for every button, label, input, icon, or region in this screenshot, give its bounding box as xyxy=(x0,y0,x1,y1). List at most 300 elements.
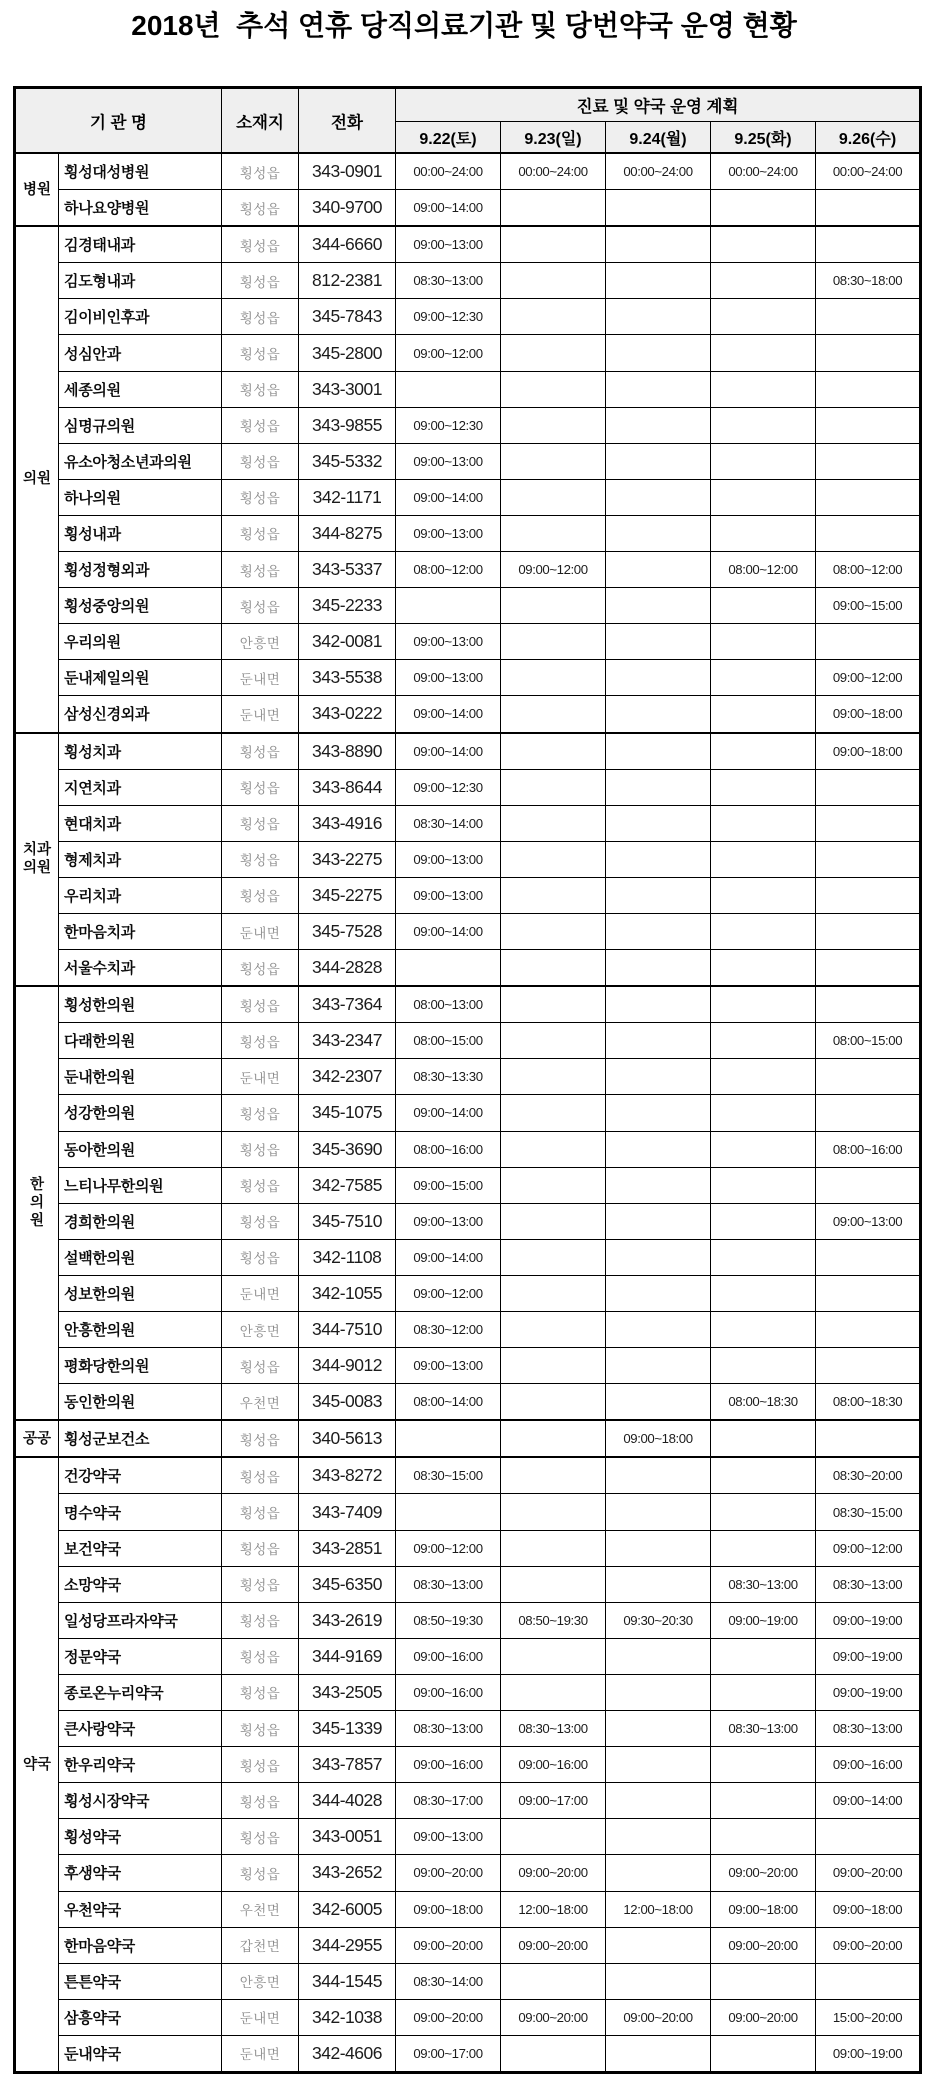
location-cell: 횡성읍 xyxy=(222,443,299,479)
table-row xyxy=(15,696,921,733)
phone-cell: 342-1055 xyxy=(299,1275,396,1311)
schedule-cell-day2: 09:00~20:00 xyxy=(501,1855,606,1891)
location-cell: 횡성읍 xyxy=(222,1095,299,1131)
schedule-cell-day2 xyxy=(501,1819,606,1855)
header-row-top xyxy=(15,88,921,122)
institution-name-cell: 지연치과 xyxy=(59,769,222,805)
institution-name-cell: 형제치과 xyxy=(59,841,222,877)
location-cell: 횡성읍 xyxy=(222,1819,299,1855)
phone-cell: 344-9012 xyxy=(299,1348,396,1384)
institution-name-cell: 후생약국 xyxy=(59,1855,222,1891)
schedule-cell-day2 xyxy=(501,371,606,407)
schedule-cell-day2 xyxy=(501,1167,606,1203)
schedule-cell-day5: 08:00~18:30 xyxy=(816,1384,921,1421)
table-row xyxy=(15,950,921,987)
schedule-cell-day3 xyxy=(606,913,711,949)
location-cell: 갑천면 xyxy=(222,1927,299,1963)
schedule-cell-day2 xyxy=(501,190,606,227)
table-row xyxy=(15,515,921,551)
institution-name-cell: 횡성중앙의원 xyxy=(59,588,222,624)
schedule-cell-day4 xyxy=(711,913,816,949)
location-cell: 둔내면 xyxy=(222,1999,299,2035)
location-cell: 횡성읍 xyxy=(222,1023,299,1059)
table-row xyxy=(15,1131,921,1167)
schedule-cell-day4 xyxy=(711,1457,816,1494)
schedule-cell-day5 xyxy=(816,769,921,805)
schedule-cell-day1: 09:00~13:00 xyxy=(396,1819,501,1855)
location-cell: 횡성읍 xyxy=(222,1239,299,1275)
table-row xyxy=(15,443,921,479)
schedule-cell-day4 xyxy=(711,2035,816,2072)
schedule-cell-day4 xyxy=(711,407,816,443)
schedule-cell-day1: 09:00~20:00 xyxy=(396,1927,501,1963)
location-cell: 횡성읍 xyxy=(222,1855,299,1891)
phone-cell: 343-8890 xyxy=(299,733,396,770)
schedule-cell-day1: 09:00~13:00 xyxy=(396,226,501,263)
schedule-cell-day4 xyxy=(711,1674,816,1710)
schedule-cell-day2 xyxy=(501,950,606,987)
schedule-cell-day2 xyxy=(501,986,606,1023)
schedule-cell-day2 xyxy=(501,1963,606,1999)
page-title: 2018년 추석 연휴 당직의료기관 및 당번약국 운영 현황 xyxy=(131,10,797,41)
schedule-cell-day5 xyxy=(816,190,921,227)
schedule-cell-day5: 09:00~14:00 xyxy=(816,1783,921,1819)
table-row xyxy=(15,1674,921,1710)
section-label-병원: 병원 xyxy=(15,153,59,226)
location-cell: 횡성읍 xyxy=(222,1566,299,1602)
schedule-cell-day5 xyxy=(816,1420,921,1457)
location-cell: 횡성읍 xyxy=(222,877,299,913)
schedule-cell-day4 xyxy=(711,263,816,299)
table-row xyxy=(15,335,921,371)
institution-name-cell: 삼흥약국 xyxy=(59,1999,222,2035)
schedule-cell-day4 xyxy=(711,986,816,1023)
schedule-cell-day1: 09:00~16:00 xyxy=(396,1638,501,1674)
schedule-cell-day5 xyxy=(816,1819,921,1855)
table-row xyxy=(15,1494,921,1530)
schedule-cell-day2: 08:50~19:30 xyxy=(501,1602,606,1638)
location-cell: 둔내면 xyxy=(222,913,299,949)
schedule-cell-day2 xyxy=(501,1203,606,1239)
schedule-cell-day4 xyxy=(711,335,816,371)
schedule-cell-day4: 08:00~18:30 xyxy=(711,1384,816,1421)
institution-name-cell: 삼성신경외과 xyxy=(59,696,222,733)
phone-cell: 344-6660 xyxy=(299,226,396,263)
table-row xyxy=(15,226,921,263)
schedule-cell-day5: 09:00~13:00 xyxy=(816,1203,921,1239)
schedule-cell-day5 xyxy=(816,299,921,335)
phone-cell: 342-4606 xyxy=(299,2035,396,2072)
schedule-cell-day4 xyxy=(711,515,816,551)
schedule-cell-day1: 09:00~14:00 xyxy=(396,913,501,949)
table-row xyxy=(15,1239,921,1275)
schedule-cell-day5: 15:00~20:00 xyxy=(816,1999,921,2035)
institution-name-cell: 느티나무한의원 xyxy=(59,1167,222,1203)
schedule-cell-day2 xyxy=(501,660,606,696)
institution-name-cell: 정문약국 xyxy=(59,1638,222,1674)
schedule-cell-day2 xyxy=(501,1530,606,1566)
section-label-치과의원: 치과 의원 xyxy=(15,733,59,987)
location-cell: 횡성읍 xyxy=(222,263,299,299)
duty-table-body xyxy=(15,153,921,2072)
phone-cell: 343-4916 xyxy=(299,805,396,841)
schedule-cell-day5 xyxy=(816,805,921,841)
institution-name-cell: 둔내한의원 xyxy=(59,1059,222,1095)
schedule-cell-day4 xyxy=(711,1059,816,1095)
schedule-cell-day5: 09:00~18:00 xyxy=(816,696,921,733)
table-row xyxy=(15,1747,921,1783)
col-header-date-tue: 9.25(화) xyxy=(711,122,816,154)
schedule-cell-day2 xyxy=(501,1312,606,1348)
schedule-cell-day4: 00:00~24:00 xyxy=(711,153,816,190)
table-row xyxy=(15,841,921,877)
schedule-cell-day1: 08:30~13:30 xyxy=(396,1059,501,1095)
col-header-date-sat: 9.22(토) xyxy=(396,122,501,154)
table-row xyxy=(15,769,921,805)
institution-name-cell: 보건약국 xyxy=(59,1530,222,1566)
table-row xyxy=(15,1023,921,1059)
institution-name-cell: 세종의원 xyxy=(59,371,222,407)
schedule-cell-day2 xyxy=(501,1638,606,1674)
schedule-cell-day1: 08:30~13:00 xyxy=(396,1711,501,1747)
schedule-cell-day4 xyxy=(711,371,816,407)
schedule-cell-day2 xyxy=(501,1420,606,1457)
schedule-cell-day5 xyxy=(816,226,921,263)
institution-name-cell: 동인한의원 xyxy=(59,1384,222,1421)
schedule-cell-day4: 09:00~19:00 xyxy=(711,1602,816,1638)
phone-cell: 343-0222 xyxy=(299,696,396,733)
schedule-cell-day2 xyxy=(501,1674,606,1710)
schedule-cell-day3 xyxy=(606,1348,711,1384)
schedule-cell-day5 xyxy=(816,479,921,515)
phone-cell: 340-5613 xyxy=(299,1420,396,1457)
table-row xyxy=(15,552,921,588)
schedule-cell-day1: 09:00~12:00 xyxy=(396,335,501,371)
schedule-cell-day5 xyxy=(816,877,921,913)
schedule-cell-day3 xyxy=(606,986,711,1023)
schedule-cell-day3 xyxy=(606,588,711,624)
table-row xyxy=(15,1457,921,1494)
institution-name-cell: 횡성약국 xyxy=(59,1819,222,1855)
schedule-cell-day4 xyxy=(711,624,816,660)
phone-cell: 345-0083 xyxy=(299,1384,396,1421)
section-label-의원: 의원 xyxy=(15,226,59,732)
phone-cell: 343-7364 xyxy=(299,986,396,1023)
location-cell: 횡성읍 xyxy=(222,552,299,588)
schedule-cell-day5: 09:00~19:00 xyxy=(816,2035,921,2072)
schedule-cell-day1: 08:00~14:00 xyxy=(396,1384,501,1421)
phone-cell: 343-2275 xyxy=(299,841,396,877)
schedule-cell-day3 xyxy=(606,443,711,479)
phone-cell: 343-2347 xyxy=(299,1023,396,1059)
schedule-cell-day5 xyxy=(816,1095,921,1131)
phone-cell: 343-7857 xyxy=(299,1747,396,1783)
schedule-cell-day3 xyxy=(606,877,711,913)
schedule-cell-day5 xyxy=(816,1167,921,1203)
schedule-cell-day5: 08:00~16:00 xyxy=(816,1131,921,1167)
institution-name-cell: 둔내약국 xyxy=(59,2035,222,2072)
table-row xyxy=(15,479,921,515)
phone-cell: 344-2828 xyxy=(299,950,396,987)
schedule-cell-day3 xyxy=(606,696,711,733)
schedule-cell-day1: 09:00~13:00 xyxy=(396,443,501,479)
schedule-cell-day4 xyxy=(711,1783,816,1819)
schedule-cell-day3 xyxy=(606,769,711,805)
schedule-cell-day1: 09:00~13:00 xyxy=(396,515,501,551)
phone-cell: 345-1339 xyxy=(299,1711,396,1747)
schedule-cell-day4 xyxy=(711,1530,816,1566)
schedule-cell-day5 xyxy=(816,1312,921,1348)
phone-cell: 345-1075 xyxy=(299,1095,396,1131)
schedule-cell-day4 xyxy=(711,805,816,841)
col-header-institution: 기 관 명 xyxy=(15,88,222,154)
schedule-cell-day2 xyxy=(501,2035,606,2072)
schedule-cell-day4 xyxy=(711,769,816,805)
schedule-cell-day2 xyxy=(501,1059,606,1095)
phone-cell: 345-5332 xyxy=(299,443,396,479)
schedule-cell-day2 xyxy=(501,624,606,660)
schedule-cell-day3 xyxy=(606,226,711,263)
institution-name-cell: 우리의원 xyxy=(59,624,222,660)
location-cell: 둔내면 xyxy=(222,1275,299,1311)
schedule-cell-day3 xyxy=(606,1711,711,1747)
table-row xyxy=(15,371,921,407)
schedule-cell-day5: 09:00~18:00 xyxy=(816,733,921,770)
location-cell: 횡성읍 xyxy=(222,479,299,515)
schedule-cell-day3 xyxy=(606,1131,711,1167)
schedule-cell-day3 xyxy=(606,552,711,588)
schedule-cell-day4 xyxy=(711,660,816,696)
schedule-cell-day1: 09:00~16:00 xyxy=(396,1674,501,1710)
table-row xyxy=(15,1203,921,1239)
phone-cell: 342-7585 xyxy=(299,1167,396,1203)
phone-cell: 342-6005 xyxy=(299,1891,396,1927)
section-label-약국: 약국 xyxy=(15,1457,59,2072)
table-row xyxy=(15,299,921,335)
schedule-cell-day2 xyxy=(501,805,606,841)
schedule-cell-day4: 08:00~12:00 xyxy=(711,552,816,588)
institution-name-cell: 횡성군보건소 xyxy=(59,1420,222,1457)
location-cell: 횡성읍 xyxy=(222,1167,299,1203)
schedule-cell-day1: 09:00~14:00 xyxy=(396,190,501,227)
table-row xyxy=(15,1999,921,2035)
table-row xyxy=(15,1819,921,1855)
schedule-cell-day1: 08:00~15:00 xyxy=(396,1023,501,1059)
schedule-cell-day4 xyxy=(711,1095,816,1131)
schedule-cell-day3 xyxy=(606,1059,711,1095)
schedule-cell-day3 xyxy=(606,1530,711,1566)
schedule-cell-day1 xyxy=(396,950,501,987)
table-row xyxy=(15,660,921,696)
location-cell: 횡성읍 xyxy=(222,153,299,190)
institution-name-cell: 큰사랑약국 xyxy=(59,1711,222,1747)
schedule-cell-day4: 08:30~13:00 xyxy=(711,1711,816,1747)
institution-name-cell: 동아한의원 xyxy=(59,1131,222,1167)
institution-name-cell: 성강한의원 xyxy=(59,1095,222,1131)
location-cell: 횡성읍 xyxy=(222,1131,299,1167)
phone-cell: 342-1038 xyxy=(299,1999,396,2035)
table-row xyxy=(15,1167,921,1203)
table-row xyxy=(15,1420,921,1457)
institution-name-cell: 경희한의원 xyxy=(59,1203,222,1239)
schedule-cell-day4 xyxy=(711,1963,816,1999)
phone-cell: 345-6350 xyxy=(299,1566,396,1602)
schedule-cell-day1: 09:00~12:00 xyxy=(396,1275,501,1311)
table-row xyxy=(15,1312,921,1348)
institution-name-cell: 다래한의원 xyxy=(59,1023,222,1059)
schedule-cell-day1: 08:30~13:00 xyxy=(396,263,501,299)
table-row xyxy=(15,588,921,624)
schedule-cell-day5 xyxy=(816,1963,921,1999)
schedule-cell-day3 xyxy=(606,1203,711,1239)
schedule-cell-day2 xyxy=(501,1131,606,1167)
schedule-cell-day4 xyxy=(711,479,816,515)
institution-name-cell: 하나의원 xyxy=(59,479,222,515)
location-cell: 횡성읍 xyxy=(222,226,299,263)
col-header-date-mon: 9.24(월) xyxy=(606,122,711,154)
location-cell: 횡성읍 xyxy=(222,1420,299,1457)
schedule-cell-day3 xyxy=(606,1819,711,1855)
institution-name-cell: 횡성대성병원 xyxy=(59,153,222,190)
schedule-cell-day5 xyxy=(816,371,921,407)
schedule-cell-day3 xyxy=(606,1855,711,1891)
location-cell: 둔내면 xyxy=(222,660,299,696)
phone-cell: 345-3690 xyxy=(299,1131,396,1167)
phone-cell: 342-2307 xyxy=(299,1059,396,1095)
institution-name-cell: 횡성치과 xyxy=(59,733,222,770)
location-cell: 우천면 xyxy=(222,1891,299,1927)
institution-name-cell: 횡성내과 xyxy=(59,515,222,551)
table-row xyxy=(15,1963,921,1999)
location-cell: 횡성읍 xyxy=(222,769,299,805)
schedule-cell-day4 xyxy=(711,1348,816,1384)
schedule-cell-day4 xyxy=(711,1167,816,1203)
schedule-cell-day5: 00:00~24:00 xyxy=(816,153,921,190)
schedule-cell-day5: 09:00~15:00 xyxy=(816,588,921,624)
schedule-cell-day2 xyxy=(501,1457,606,1494)
phone-cell: 345-2233 xyxy=(299,588,396,624)
schedule-cell-day2 xyxy=(501,263,606,299)
schedule-cell-day3 xyxy=(606,660,711,696)
schedule-cell-day5: 09:00~16:00 xyxy=(816,1747,921,1783)
schedule-cell-day3 xyxy=(606,1638,711,1674)
schedule-cell-day5: 08:30~18:00 xyxy=(816,263,921,299)
schedule-cell-day2 xyxy=(501,1095,606,1131)
schedule-cell-day2 xyxy=(501,877,606,913)
phone-cell: 344-7510 xyxy=(299,1312,396,1348)
schedule-cell-day1: 09:00~14:00 xyxy=(396,479,501,515)
schedule-cell-day2 xyxy=(501,913,606,949)
schedule-cell-day3 xyxy=(606,805,711,841)
schedule-cell-day5 xyxy=(816,950,921,987)
schedule-cell-day2 xyxy=(501,733,606,770)
schedule-cell-day4 xyxy=(711,877,816,913)
col-header-plan: 진료 및 약국 운영 계획 xyxy=(396,88,921,122)
institution-name-cell: 김경태내과 xyxy=(59,226,222,263)
phone-cell: 344-9169 xyxy=(299,1638,396,1674)
schedule-cell-day2: 09:00~16:00 xyxy=(501,1747,606,1783)
schedule-cell-day1: 09:00~13:00 xyxy=(396,877,501,913)
schedule-cell-day2: 09:00~17:00 xyxy=(501,1783,606,1819)
schedule-cell-day1: 08:30~15:00 xyxy=(396,1457,501,1494)
schedule-cell-day2 xyxy=(501,443,606,479)
schedule-cell-day1: 09:00~12:30 xyxy=(396,769,501,805)
schedule-cell-day5 xyxy=(816,1059,921,1095)
table-row xyxy=(15,1891,921,1927)
table-row xyxy=(15,877,921,913)
schedule-cell-day3 xyxy=(606,2035,711,2072)
location-cell: 안흥면 xyxy=(222,1312,299,1348)
schedule-cell-day5: 08:00~15:00 xyxy=(816,1023,921,1059)
table-row xyxy=(15,1783,921,1819)
schedule-cell-day5: 08:30~13:00 xyxy=(816,1711,921,1747)
schedule-cell-day4 xyxy=(711,1239,816,1275)
schedule-cell-day1 xyxy=(396,371,501,407)
schedule-cell-day4: 09:00~20:00 xyxy=(711,1855,816,1891)
phone-cell: 344-8275 xyxy=(299,515,396,551)
table-row xyxy=(15,1855,921,1891)
institution-name-cell: 서울수치과 xyxy=(59,950,222,987)
phone-cell: 345-2275 xyxy=(299,877,396,913)
schedule-cell-day3 xyxy=(606,733,711,770)
schedule-cell-day1: 08:00~12:00 xyxy=(396,552,501,588)
location-cell: 횡성읍 xyxy=(222,1783,299,1819)
institution-name-cell: 성심안과 xyxy=(59,335,222,371)
phone-cell: 812-2381 xyxy=(299,263,396,299)
phone-cell: 345-7843 xyxy=(299,299,396,335)
location-cell: 안흥면 xyxy=(222,1963,299,1999)
phone-cell: 345-2800 xyxy=(299,335,396,371)
schedule-cell-day4 xyxy=(711,588,816,624)
schedule-cell-day2 xyxy=(501,407,606,443)
schedule-cell-day3 xyxy=(606,1167,711,1203)
schedule-cell-day1: 09:00~13:00 xyxy=(396,660,501,696)
schedule-cell-day4: 09:00~20:00 xyxy=(711,1927,816,1963)
section-label-한의원: 한 의 원 xyxy=(15,986,59,1420)
schedule-cell-day3: 09:00~20:00 xyxy=(606,1999,711,2035)
schedule-cell-day5: 08:30~20:00 xyxy=(816,1457,921,1494)
schedule-cell-day5: 09:00~12:00 xyxy=(816,1530,921,1566)
schedule-cell-day3 xyxy=(606,1239,711,1275)
schedule-cell-day5: 09:00~20:00 xyxy=(816,1855,921,1891)
schedule-cell-day1: 09:00~14:00 xyxy=(396,733,501,770)
phone-cell: 343-2652 xyxy=(299,1855,396,1891)
institution-name-cell: 우천약국 xyxy=(59,1891,222,1927)
location-cell: 횡성읍 xyxy=(222,1747,299,1783)
institution-name-cell: 김도형내과 xyxy=(59,263,222,299)
schedule-cell-day2 xyxy=(501,515,606,551)
schedule-cell-day4: 09:00~18:00 xyxy=(711,1891,816,1927)
table-row xyxy=(15,805,921,841)
schedule-cell-day3 xyxy=(606,1312,711,1348)
schedule-cell-day1: 09:00~13:00 xyxy=(396,841,501,877)
phone-cell: 343-5538 xyxy=(299,660,396,696)
schedule-cell-day2: 12:00~18:00 xyxy=(501,1891,606,1927)
schedule-cell-day3 xyxy=(606,1674,711,1710)
schedule-cell-day3 xyxy=(606,1095,711,1131)
schedule-cell-day2 xyxy=(501,1494,606,1530)
institution-name-cell: 한마음약국 xyxy=(59,1927,222,1963)
location-cell: 횡성읍 xyxy=(222,588,299,624)
schedule-cell-day3 xyxy=(606,335,711,371)
schedule-cell-day4 xyxy=(711,299,816,335)
schedule-cell-day2 xyxy=(501,226,606,263)
schedule-cell-day1: 08:30~14:00 xyxy=(396,1963,501,1999)
institution-name-cell: 종로온누리약국 xyxy=(59,1674,222,1710)
location-cell: 둔내면 xyxy=(222,1059,299,1095)
table-row xyxy=(15,1059,921,1095)
schedule-cell-day1: 09:00~14:00 xyxy=(396,1239,501,1275)
